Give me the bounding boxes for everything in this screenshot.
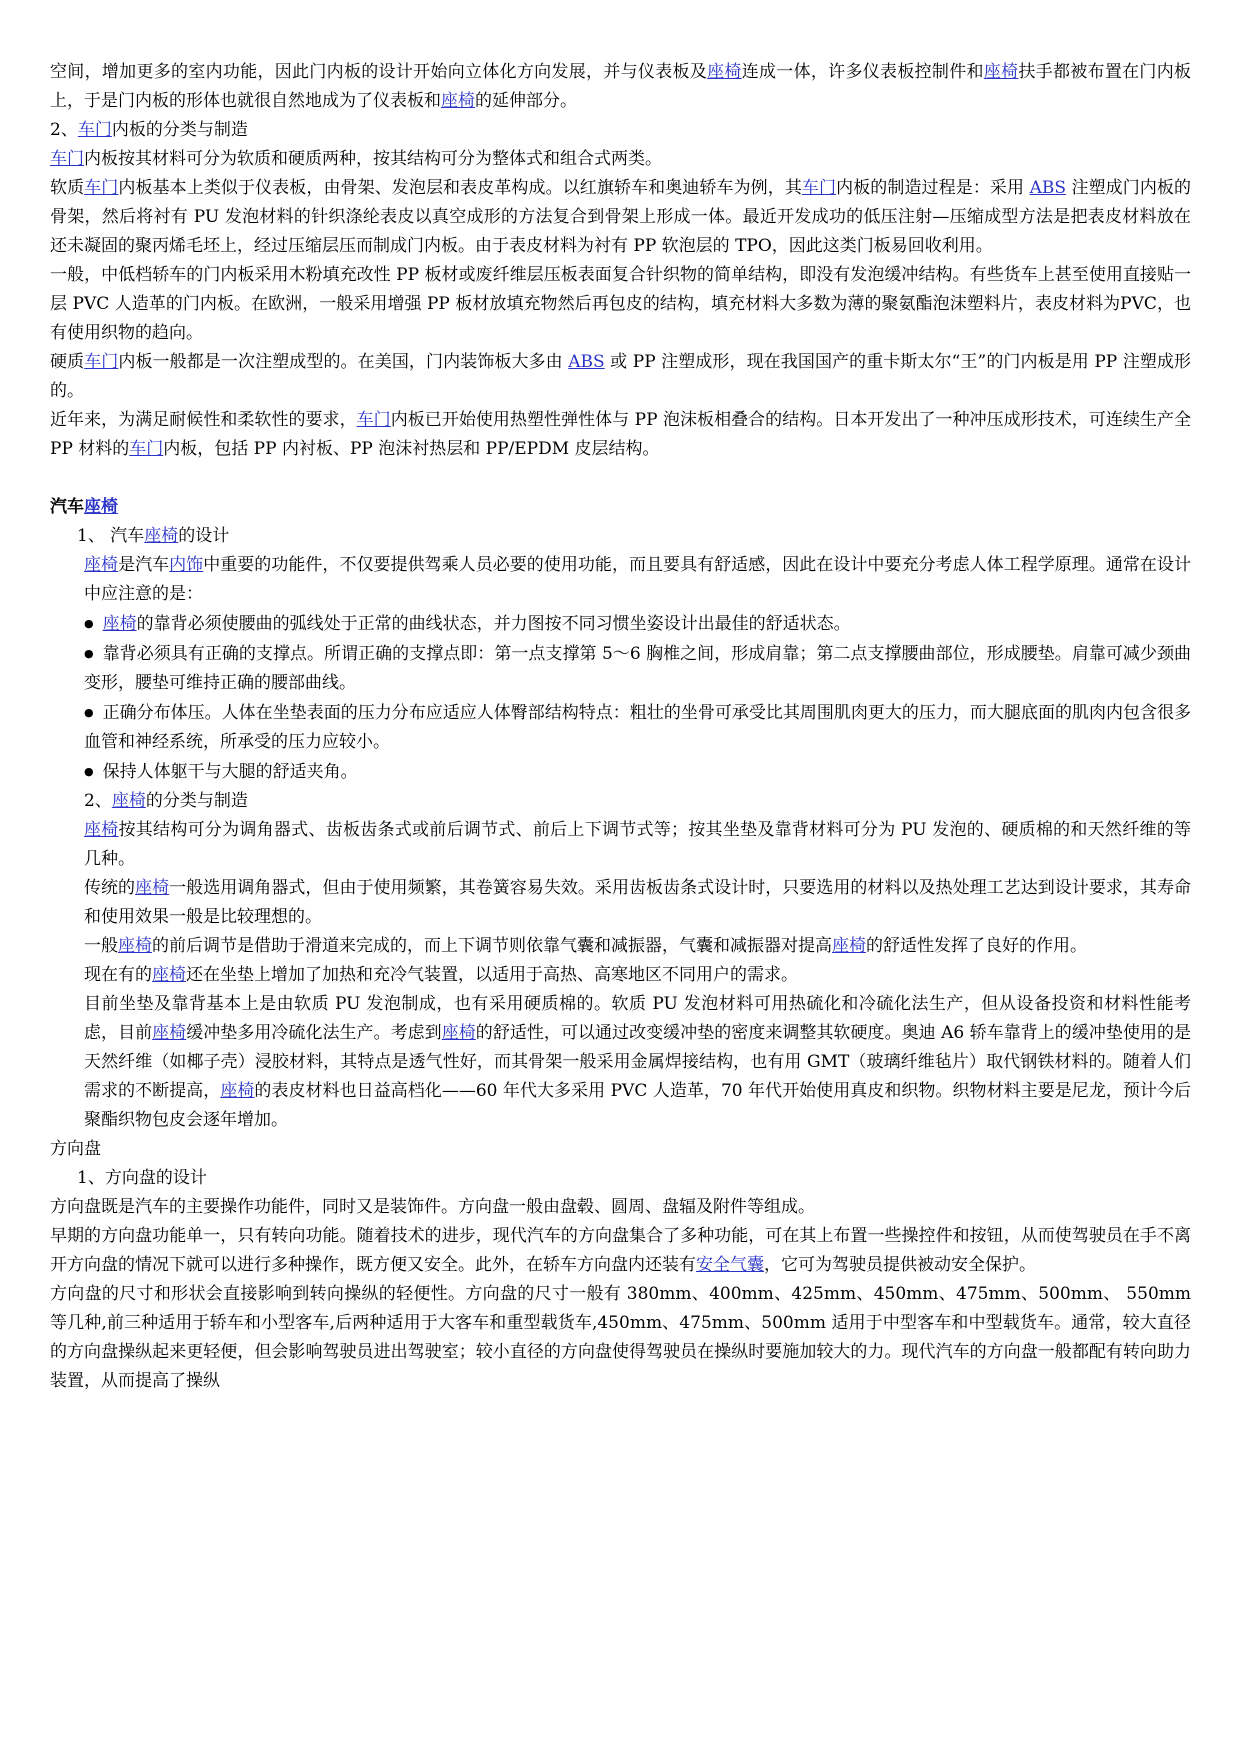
section-item bbox=[50, 522, 1191, 551]
hyperlink[interactable]: 车门 bbox=[801, 178, 837, 198]
hyperlink[interactable]: 座椅 bbox=[118, 936, 152, 956]
text-run: 早期的方向盘功能单一，只有转向功能。随着技术的进步，现代汽车的方向盘集合了多种功能，可在其上布置一些操控件和按钮，从而使驾驶员在手不离开方向盘的情况下就可以进行多种操作，既方便又安全。此外，在轿车方向盘内还装有 bbox=[50, 1226, 1191, 1275]
text-run: 2、 bbox=[84, 791, 112, 811]
section-title bbox=[50, 1135, 1191, 1164]
text-run: 内板一般都是一次注塑成型的。在美国，门内装饰板大多由 bbox=[118, 352, 569, 372]
text-run: 还在坐垫上增加了加热和充冷气装置，以适用于高热、高寒地区不同用户的需求。 bbox=[186, 965, 798, 985]
hyperlink[interactable]: ABS bbox=[568, 352, 605, 372]
text-run: 的表皮材料也日益高档化——60 年代大多采用 PVC 人造革，70 年代开始使用真皮和织物。织物材料主要是尼龙，预计今后聚酯织物包皮会逐年增加。 bbox=[84, 1081, 1192, 1130]
text-run: 内板已开始使用热塑性弹性体与 PP 泡沫板相叠合的结构。日本开发出了一种冲压成形技术，可连续生产全 PP 材料的 bbox=[50, 410, 1192, 459]
hyperlink[interactable]: 座椅 bbox=[152, 965, 186, 985]
hyperlink[interactable]: 座椅 bbox=[983, 62, 1019, 82]
paragraph bbox=[50, 348, 1191, 406]
paragraph bbox=[50, 551, 1191, 609]
hyperlink[interactable]: 座椅 bbox=[707, 62, 742, 82]
text-run: 汽车 bbox=[50, 497, 84, 517]
text-run: 2、 bbox=[50, 120, 78, 140]
text-run: 缓冲垫多用冷硫化法生产。考虑到 bbox=[186, 1023, 442, 1043]
bullet-item bbox=[50, 639, 1191, 698]
hyperlink[interactable]: 座椅 bbox=[152, 1023, 187, 1043]
hyperlink[interactable]: 座椅 bbox=[84, 497, 118, 517]
paragraph bbox=[50, 1193, 1191, 1222]
text-run: ，它可为驾驶员提供被动安全保护。 bbox=[764, 1255, 1036, 1275]
text-run: 的设计 bbox=[178, 526, 230, 546]
text-run: 的舒适性，可以通过改变缓冲垫的密度来调整其软硬度。奥迪 A6 轿车靠背上的缓冲垫使用的是天然纤维（如椰子壳）浸胶材料，其特点是透气性好，而其骨架一般采用金属焊接结构，也有用 GMT（玻璃纤维毡片）取代钢铁材料的。随着人们需求的不断提高， bbox=[84, 1023, 1192, 1101]
text-run: 方向盘 bbox=[50, 1139, 101, 1159]
hyperlink[interactable]: 座椅 bbox=[441, 91, 475, 111]
hyperlink[interactable]: 座椅 bbox=[832, 936, 866, 956]
paragraph bbox=[50, 58, 1191, 116]
hyperlink[interactable]: 座椅 bbox=[144, 526, 179, 546]
text-run: 连成一体，许多仪表板控制件和 bbox=[741, 62, 984, 82]
section-heading bbox=[50, 493, 1191, 522]
hyperlink[interactable]: 车门 bbox=[84, 352, 119, 372]
text-run: 正确分布体压。人体在坐垫表面的压力分布应适应人体臀部结构特点：粗壮的坐骨可承受比其周围肌肉更大的压力，而大腿底面的肌肉内包含很多血管和神经系统，所承受的压力应较小。 bbox=[84, 703, 1191, 752]
hyperlink[interactable]: 座椅 bbox=[102, 614, 137, 634]
text-run: 的靠背必须使腰曲的弧线处于正常的曲线状态，并力图按不同习惯坐姿设计出最佳的舒适状态。 bbox=[136, 614, 851, 634]
section-item bbox=[50, 787, 1191, 816]
text-run: 现在有的 bbox=[84, 965, 152, 985]
paragraph bbox=[50, 816, 1191, 874]
paragraph bbox=[50, 145, 1191, 174]
text-run: 的舒适性发挥了良好的作用。 bbox=[866, 936, 1087, 956]
bullet-icon: ● bbox=[84, 647, 94, 660]
text-run: 一般，中低档轿车的门内板采用木粉填充改性 PP 板材或废纤维层压板表面复合针织物的简单结构，即没有发泡缓冲结构。有些货车上甚至使用直接贴一层 PVC 人造革的门内板。在欧洲，一般采用增强 PP 板材放填充物然后再包皮的结构，填充材料大多数为薄的聚氨酯泡沫塑料片，表皮材料为PVC，也有使用织物的趋向。 bbox=[50, 265, 1191, 343]
paragraph bbox=[50, 990, 1191, 1135]
bullet-item bbox=[50, 757, 1191, 787]
text-run: 1、方向盘的设计 bbox=[77, 1168, 207, 1188]
text-run: 是汽车 bbox=[118, 555, 170, 575]
text-run: 软质 bbox=[50, 178, 85, 198]
text-run: 的延伸部分。 bbox=[475, 91, 577, 111]
text-run: 扶手都被布置在门内板上，于是门内板的形体也就很自然地成为了仪表板和 bbox=[50, 62, 1192, 111]
text-run: 内板基本上类似于仪表板，由骨架、发泡层和表皮革构成。以红旗轿车和奥迪轿车为例，其 bbox=[118, 178, 802, 198]
hyperlink[interactable]: 座椅 bbox=[84, 555, 119, 575]
hyperlink[interactable]: 座椅 bbox=[220, 1081, 255, 1101]
text-run: 内板按其材料可分为软质和硬质两种，按其结构可分为整体式和组合式两类。 bbox=[84, 149, 662, 169]
bullet-icon: ● bbox=[84, 765, 94, 778]
bullet-icon: ● bbox=[84, 617, 94, 630]
text-run: 内板的分类与制造 bbox=[111, 120, 248, 140]
paragraph bbox=[50, 1222, 1191, 1280]
document-body bbox=[50, 58, 1191, 1396]
text-run: 注塑成门内板的骨架，然后将衬有 PU 发泡材料的针织涤纶表皮以真空成形的方法复合到骨架上形成一体。最近开发成功的低压注射—压缩成型方法是把表皮材料放在还未凝固的聚丙烯毛坯上，经过压缩层压而制成门内板。由于表皮材料为衬有 PP 软泡层的 TPO，因此这类门板易回收利用。 bbox=[50, 178, 1192, 256]
paragraph bbox=[50, 1280, 1191, 1396]
bullet-item bbox=[50, 609, 1191, 639]
paragraph bbox=[50, 932, 1191, 961]
hyperlink[interactable]: 车门 bbox=[77, 120, 112, 140]
bullet-item bbox=[50, 698, 1191, 757]
hyperlink[interactable]: 内饰 bbox=[169, 555, 204, 575]
text-run: 靠背必须具有正确的支撑点。所谓正确的支撑点即：第一点支撑第 5～6 胸椎之间，形成肩靠；第二点支撑腰曲部位，形成腰垫。肩靠可减少颈曲变形，腰垫可维持正确的腰部曲线。 bbox=[84, 644, 1191, 693]
hyperlink[interactable]: 车门 bbox=[84, 178, 119, 198]
section-item bbox=[50, 116, 1191, 145]
text-run: 硬质 bbox=[50, 352, 85, 372]
paragraph bbox=[50, 961, 1191, 990]
text-run: 一般 bbox=[84, 936, 118, 956]
text-run: 方向盘的尺寸和形状会直接影响到转向操纵的轻便性。方向盘的尺寸一般有 380mm、400mm、425mm、450mm、475mm、500mm、 550mm 等几种,前三种适用于轿车和小型客车,后两种适用于大客车和重型载货车,450mm、475mm、500mm 适用于中型客车和中型载货车。通常，较大直径的方向盘操纵起来更轻便，但会影响驾驶员进出驾驶室；较小直径的方向盘使得驾驶员在操纵时要施加较大的力。现代汽车的方向盘一般都配有转向助力装置，从而提高了操纵 bbox=[50, 1284, 1191, 1391]
hyperlink[interactable]: 车门 bbox=[129, 439, 164, 459]
text-run: 一般选用调角器式，但由于使用频繁，其卷簧容易失效。采用齿板齿条式设计时，只要选用的材料以及热处理工艺达到设计要求，其寿命和使用效果一般是比较理想的。 bbox=[84, 878, 1191, 927]
hyperlink[interactable]: 座椅 bbox=[441, 1023, 476, 1043]
hyperlink[interactable]: 安全气囊 bbox=[696, 1255, 764, 1275]
hyperlink[interactable]: 车门 bbox=[356, 410, 391, 430]
hyperlink[interactable]: 车门 bbox=[50, 149, 84, 169]
hyperlink[interactable]: 座椅 bbox=[84, 820, 119, 840]
paragraph bbox=[50, 261, 1191, 348]
text-run: 内板的制造过程是：采用 bbox=[836, 178, 1030, 198]
text-run: 或 PP 注塑成形，现在我国国产的重卡斯太尔“王”的门内板是用 PP 注塑成形的。 bbox=[50, 352, 1192, 401]
text-run: 传统的 bbox=[84, 878, 136, 898]
hyperlink[interactable]: 座椅 bbox=[111, 791, 146, 811]
text-run: 1、 汽车 bbox=[77, 526, 145, 546]
text-run: 近年来，为满足耐候性和柔软性的要求， bbox=[50, 410, 357, 430]
paragraph bbox=[50, 406, 1191, 464]
hyperlink[interactable]: ABS bbox=[1029, 178, 1066, 198]
text-run: 按其结构可分为调角器式、齿板齿条式或前后调节式、前后上下调节式等；按其坐垫及靠背材料可分为 PU 发泡的、硬质棉的和天然纤维的等几种。 bbox=[84, 820, 1191, 869]
text-run: 目前坐垫及靠背基本上是由软质 PU 发泡制成，也有采用硬质棉的。软质 PU 发泡材料可用热硫化和冷硫化法生产，但从设备投资和材料性能考虑，目前 bbox=[84, 994, 1191, 1043]
paragraph bbox=[50, 174, 1191, 261]
text-run: 的前后调节是借助于滑道来完成的，而上下调节则依靠气囊和减振器，气囊和减振器对提高 bbox=[152, 936, 832, 956]
text-run: 中重要的功能件，不仅要提供驾乘人员必要的使用功能，而且要具有舒适感，因此在设计中要充分考虑人体工程学原理。通常在设计中应注意的是： bbox=[84, 555, 1191, 604]
text-run: 的分类与制造 bbox=[145, 791, 248, 811]
text-run: 保持人体躯干与大腿的舒适夹角。 bbox=[102, 762, 358, 782]
text-run: 方向盘既是汽车的主要操作功能件，同时又是装饰件。方向盘一般由盘毂、圆周、盘辐及附件等组成。 bbox=[50, 1197, 815, 1217]
bullet-icon: ● bbox=[84, 706, 94, 719]
hyperlink[interactable]: 座椅 bbox=[135, 878, 170, 898]
section-item bbox=[50, 1164, 1191, 1193]
text-run: 内板，包括 PP 内衬板、PP 泡沫衬热层和 PP/EPDM 皮层结构。 bbox=[163, 439, 660, 459]
text-run: 空间，增加更多的室内功能，因此门内板的设计开始向立体化方向发展，并与仪表板及 bbox=[50, 62, 708, 82]
paragraph bbox=[50, 874, 1191, 932]
